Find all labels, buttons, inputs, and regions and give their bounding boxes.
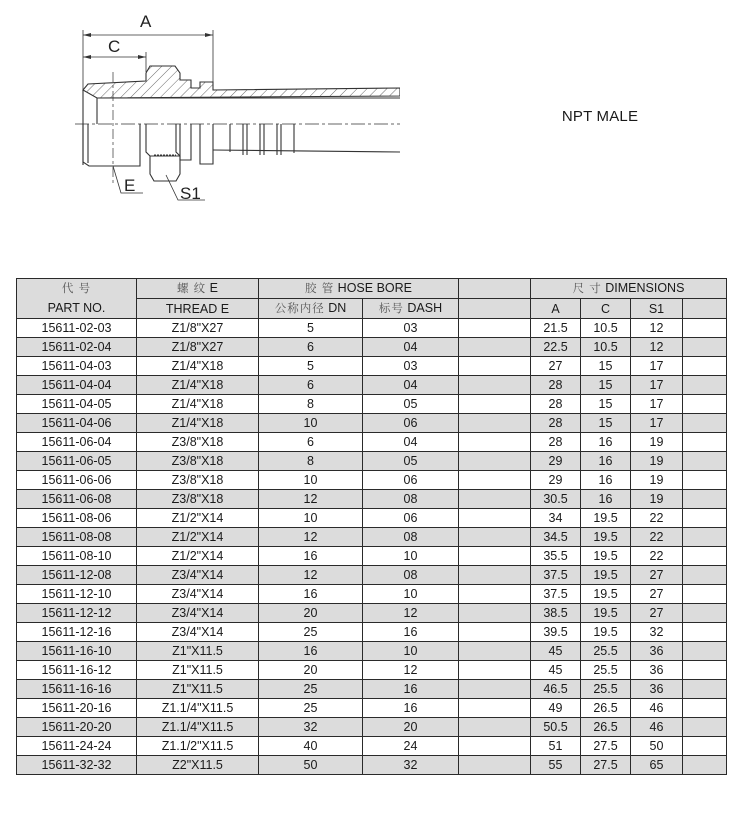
cell-thread: Z3/4"X14 [137, 623, 259, 642]
cell-blank [683, 319, 727, 338]
cell-part: 15611-16-16 [17, 680, 137, 699]
cell-blank [683, 566, 727, 585]
cell-s1: 22 [631, 528, 683, 547]
cell-dash: 08 [363, 528, 459, 547]
cell-s1: 22 [631, 509, 683, 528]
cell-part: 15611-24-24 [17, 737, 137, 756]
cell-dash: 24 [363, 737, 459, 756]
cell-blank [459, 661, 531, 680]
cell-blank [459, 319, 531, 338]
cell-blank [459, 490, 531, 509]
cell-c: 19.5 [581, 585, 631, 604]
cell-thread: Z3/4"X14 [137, 604, 259, 623]
cell-dash: 08 [363, 490, 459, 509]
cell-c: 26.5 [581, 699, 631, 718]
cell-c: 19.5 [581, 547, 631, 566]
cell-c: 25.5 [581, 642, 631, 661]
table-row [17, 661, 727, 680]
header-part-en: PART NO. [47, 301, 106, 315]
cell-c: 15 [581, 395, 631, 414]
fitting-drawing [0, 0, 400, 215]
cell-blank [683, 376, 727, 395]
cell-part: 15611-16-10 [17, 642, 137, 661]
table-row [17, 338, 727, 357]
cell-thread: Z3/8"X18 [137, 433, 259, 452]
cell-c: 16 [581, 490, 631, 509]
cell-part: 15611-04-03 [17, 357, 137, 376]
cell-blank [683, 452, 727, 471]
cell-c: 15 [581, 357, 631, 376]
cell-blank [683, 338, 727, 357]
header-hose-bore: 胶 管 HOSE BORE [259, 279, 459, 299]
cell-a: 28 [531, 414, 581, 433]
table-row [17, 737, 727, 756]
cell-dash: 03 [363, 357, 459, 376]
header-c: C [581, 299, 631, 319]
cell-dn: 16 [259, 547, 363, 566]
cell-part: 15611-06-04 [17, 433, 137, 452]
header-blank-1 [459, 279, 531, 299]
dimension-label-e: E [124, 176, 136, 195]
cell-dn: 20 [259, 604, 363, 623]
cell-s1: 46 [631, 718, 683, 737]
cell-blank [683, 642, 727, 661]
cell-dash: 04 [363, 376, 459, 395]
table-row [17, 319, 727, 338]
cell-s1: 19 [631, 452, 683, 471]
cell-blank [683, 528, 727, 547]
cell-s1: 17 [631, 357, 683, 376]
cell-blank [459, 471, 531, 490]
header-a: A [531, 299, 581, 319]
cell-blank [683, 623, 727, 642]
table-row [17, 471, 727, 490]
table-row [17, 699, 727, 718]
cell-a: 50.5 [531, 718, 581, 737]
cell-blank [459, 699, 531, 718]
cell-dn: 8 [259, 395, 363, 414]
cell-part: 15611-02-04 [17, 338, 137, 357]
cell-dn: 12 [259, 566, 363, 585]
cell-thread: Z3/4"X14 [137, 566, 259, 585]
cell-dash: 03 [363, 319, 459, 338]
cell-dn: 10 [259, 471, 363, 490]
cell-s1: 32 [631, 623, 683, 642]
cell-s1: 50 [631, 737, 683, 756]
cell-blank [459, 528, 531, 547]
cell-dn: 6 [259, 433, 363, 452]
cell-blank [459, 452, 531, 471]
cell-dn: 32 [259, 718, 363, 737]
cell-c: 25.5 [581, 680, 631, 699]
cell-part: 15611-08-06 [17, 509, 137, 528]
cell-dn: 5 [259, 319, 363, 338]
cell-c: 16 [581, 452, 631, 471]
cell-thread: Z2"X11.5 [137, 756, 259, 775]
cell-a: 37.5 [531, 585, 581, 604]
cell-thread: Z1"X11.5 [137, 661, 259, 680]
cell-blank [683, 490, 727, 509]
cell-part: 15611-06-08 [17, 490, 137, 509]
cell-c: 26.5 [581, 718, 631, 737]
cell-c: 10.5 [581, 319, 631, 338]
cell-c: 15 [581, 376, 631, 395]
cell-dn: 16 [259, 585, 363, 604]
cell-blank [683, 433, 727, 452]
cell-a: 28 [531, 395, 581, 414]
cell-dash: 16 [363, 623, 459, 642]
cell-part: 15611-20-20 [17, 718, 137, 737]
cell-thread: Z1/2"X14 [137, 547, 259, 566]
cell-dn: 8 [259, 452, 363, 471]
cell-a: 35.5 [531, 547, 581, 566]
cell-dash: 04 [363, 338, 459, 357]
cell-part: 15611-12-08 [17, 566, 137, 585]
cell-part: 15611-12-12 [17, 604, 137, 623]
table-row [17, 452, 727, 471]
table-row [17, 414, 727, 433]
table-row [17, 376, 727, 395]
cell-s1: 36 [631, 661, 683, 680]
cell-blank [683, 585, 727, 604]
cell-c: 16 [581, 471, 631, 490]
cell-part: 15611-20-16 [17, 699, 137, 718]
table-row [17, 547, 727, 566]
cell-c: 27.5 [581, 737, 631, 756]
cell-s1: 17 [631, 414, 683, 433]
cell-a: 51 [531, 737, 581, 756]
cell-thread: Z1/4"X18 [137, 357, 259, 376]
cell-s1: 22 [631, 547, 683, 566]
cell-a: 45 [531, 642, 581, 661]
cell-s1: 17 [631, 395, 683, 414]
cell-c: 15 [581, 414, 631, 433]
cell-blank [683, 414, 727, 433]
cell-blank [683, 604, 727, 623]
cell-thread: Z1/4"X18 [137, 414, 259, 433]
cell-blank [683, 395, 727, 414]
cell-part: 15611-16-12 [17, 661, 137, 680]
cell-blank [459, 604, 531, 623]
cell-c: 19.5 [581, 604, 631, 623]
header-s1: S1 [631, 299, 683, 319]
cell-a: 27 [531, 357, 581, 376]
cell-a: 37.5 [531, 566, 581, 585]
cell-part: 15611-12-10 [17, 585, 137, 604]
cell-thread: Z3/4"X14 [137, 585, 259, 604]
cell-thread: Z3/8"X18 [137, 452, 259, 471]
cell-dn: 50 [259, 756, 363, 775]
cell-dn: 25 [259, 623, 363, 642]
cell-dash: 16 [363, 699, 459, 718]
cell-a: 29 [531, 452, 581, 471]
table-row [17, 756, 727, 775]
cell-dash: 10 [363, 585, 459, 604]
cell-thread: Z1/8"X27 [137, 319, 259, 338]
cell-c: 10.5 [581, 338, 631, 357]
fitting-type-title: NPT MALE [561, 108, 639, 125]
table-row [17, 528, 727, 547]
cell-blank [459, 756, 531, 775]
cell-dash: 20 [363, 718, 459, 737]
cell-c: 25.5 [581, 661, 631, 680]
cell-a: 39.5 [531, 623, 581, 642]
cell-a: 55 [531, 756, 581, 775]
cell-dn: 25 [259, 699, 363, 718]
cell-blank [683, 756, 727, 775]
cell-part: 15611-08-08 [17, 528, 137, 547]
cell-a: 30.5 [531, 490, 581, 509]
cell-blank [459, 376, 531, 395]
cell-thread: Z1.1/2"X11.5 [137, 737, 259, 756]
cell-blank [683, 547, 727, 566]
cell-thread: Z1/8"X27 [137, 338, 259, 357]
cell-dash: 05 [363, 395, 459, 414]
cell-blank [459, 547, 531, 566]
cell-s1: 27 [631, 566, 683, 585]
cell-dash: 06 [363, 509, 459, 528]
cell-blank [683, 471, 727, 490]
table-row [17, 604, 727, 623]
cell-blank [683, 661, 727, 680]
cell-thread: Z3/8"X18 [137, 471, 259, 490]
cell-part: 15611-06-06 [17, 471, 137, 490]
cell-c: 19.5 [581, 623, 631, 642]
cell-dn: 12 [259, 528, 363, 547]
cell-a: 22.5 [531, 338, 581, 357]
cell-s1: 46 [631, 699, 683, 718]
cell-s1: 19 [631, 471, 683, 490]
cell-s1: 12 [631, 319, 683, 338]
cell-dn: 6 [259, 338, 363, 357]
cell-thread: Z1.1/4"X11.5 [137, 699, 259, 718]
cell-blank [459, 433, 531, 452]
cell-s1: 19 [631, 490, 683, 509]
header-blank-2 [459, 299, 531, 319]
cell-thread: Z1/2"X14 [137, 528, 259, 547]
cell-thread: Z1/2"X14 [137, 509, 259, 528]
cell-blank [459, 718, 531, 737]
cell-s1: 65 [631, 756, 683, 775]
table-row [17, 433, 727, 452]
table-row [17, 490, 727, 509]
cell-c: 27.5 [581, 756, 631, 775]
cell-dn: 5 [259, 357, 363, 376]
cell-a: 49 [531, 699, 581, 718]
cell-s1: 17 [631, 376, 683, 395]
cell-part: 15611-08-10 [17, 547, 137, 566]
cell-part: 15611-04-06 [17, 414, 137, 433]
cell-thread: Z1.1/4"X11.5 [137, 718, 259, 737]
cell-thread: Z3/8"X18 [137, 490, 259, 509]
cell-dn: 20 [259, 661, 363, 680]
cell-blank [459, 585, 531, 604]
dimension-label-s1: S1 [180, 184, 201, 203]
cell-dash: 05 [363, 452, 459, 471]
cell-c: 19.5 [581, 566, 631, 585]
header-dn: 公称内径 DN [259, 299, 363, 319]
cell-dn: 16 [259, 642, 363, 661]
cell-thread: Z1"X11.5 [137, 642, 259, 661]
cell-s1: 27 [631, 604, 683, 623]
dimension-label-a: A [140, 12, 152, 31]
cell-blank [683, 357, 727, 376]
cell-blank [683, 680, 727, 699]
header-thread-cn: 螺 纹 E [137, 279, 259, 299]
cell-c: 19.5 [581, 528, 631, 547]
cell-dash: 10 [363, 642, 459, 661]
header-row-1 [17, 279, 727, 299]
cell-part: 15611-04-05 [17, 395, 137, 414]
cell-blank [459, 566, 531, 585]
cell-dn: 40 [259, 737, 363, 756]
cell-dash: 12 [363, 604, 459, 623]
header-blank-3 [683, 299, 727, 319]
cell-dn: 12 [259, 490, 363, 509]
cell-thread: Z1"X11.5 [137, 680, 259, 699]
cell-dash: 12 [363, 661, 459, 680]
table-row [17, 357, 727, 376]
table-row [17, 680, 727, 699]
cell-c: 19.5 [581, 509, 631, 528]
cell-a: 45 [531, 661, 581, 680]
cell-blank [459, 623, 531, 642]
table-row [17, 509, 727, 528]
header-part-no [17, 279, 137, 319]
cell-dn: 6 [259, 376, 363, 395]
cell-a: 28 [531, 433, 581, 452]
cell-a: 34 [531, 509, 581, 528]
cell-a: 21.5 [531, 319, 581, 338]
header-dash: 标号 DASH [363, 299, 459, 319]
cell-thread: Z1/4"X18 [137, 395, 259, 414]
cell-dn: 10 [259, 509, 363, 528]
header-dimensions: 尺 寸 DIMENSIONS [531, 279, 727, 299]
cell-dash: 08 [363, 566, 459, 585]
cell-part: 15611-04-04 [17, 376, 137, 395]
cell-c: 16 [581, 433, 631, 452]
table-row [17, 642, 727, 661]
specification-table [16, 278, 727, 775]
cell-blank [459, 357, 531, 376]
cell-part: 15611-32-32 [17, 756, 137, 775]
cell-part: 15611-06-05 [17, 452, 137, 471]
cell-blank [683, 737, 727, 756]
cell-part: 15611-02-03 [17, 319, 137, 338]
cell-dash: 06 [363, 414, 459, 433]
cell-dn: 10 [259, 414, 363, 433]
cell-blank [683, 699, 727, 718]
cell-a: 38.5 [531, 604, 581, 623]
table-row [17, 718, 727, 737]
cell-dash: 10 [363, 547, 459, 566]
cell-a: 29 [531, 471, 581, 490]
cell-blank [683, 718, 727, 737]
cell-blank [459, 642, 531, 661]
cell-s1: 19 [631, 433, 683, 452]
cell-a: 34.5 [531, 528, 581, 547]
dimension-label-c: C [108, 37, 121, 56]
header-part-cn: 代 号 [61, 283, 92, 295]
table-row [17, 395, 727, 414]
cell-s1: 36 [631, 642, 683, 661]
cell-dash: 04 [363, 433, 459, 452]
cell-dash: 16 [363, 680, 459, 699]
cell-dn: 25 [259, 680, 363, 699]
cell-blank [459, 338, 531, 357]
cell-s1: 36 [631, 680, 683, 699]
cell-blank [459, 737, 531, 756]
table-row [17, 623, 727, 642]
cell-thread: Z1/4"X18 [137, 376, 259, 395]
cell-s1: 12 [631, 338, 683, 357]
cell-blank [459, 680, 531, 699]
cell-s1: 27 [631, 585, 683, 604]
cell-a: 28 [531, 376, 581, 395]
table-row [17, 566, 727, 585]
cell-dash: 06 [363, 471, 459, 490]
cell-dash: 32 [363, 756, 459, 775]
header-thread-en: THREAD E [137, 299, 259, 319]
cell-blank [683, 509, 727, 528]
cell-blank [459, 509, 531, 528]
cell-a: 46.5 [531, 680, 581, 699]
table-row [17, 585, 727, 604]
cell-blank [459, 414, 531, 433]
cell-part: 15611-12-16 [17, 623, 137, 642]
cell-blank [459, 395, 531, 414]
